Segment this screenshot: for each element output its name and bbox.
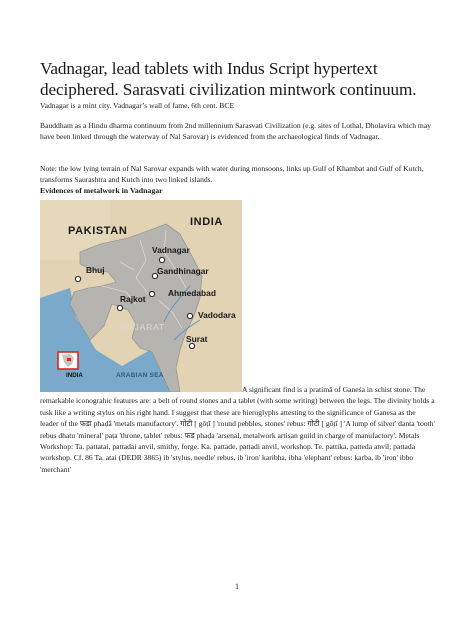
ahmedabad-label: Ahmedabad (168, 288, 216, 298)
locator-inset (58, 352, 78, 369)
gujarat-map (40, 200, 242, 392)
vadodara-marker (187, 313, 192, 318)
ahmedabad-marker (149, 291, 154, 296)
map-wrap-spacer (40, 384, 242, 394)
metalwork-body (40, 384, 436, 475)
bhuj-marker (75, 276, 80, 281)
vadnagar-marker (159, 257, 164, 262)
surat-marker (189, 343, 194, 348)
pakistan-label: PAKISTAN (68, 225, 128, 237)
document-title: Vadnagar, lead tablets with Indus Script hypertext deciphered. Sarasvati civilization mintwork continuum. (40, 59, 417, 99)
inset-india-label: INDIA (66, 372, 83, 379)
gujarat-label: GUJARAT (120, 322, 166, 332)
rajkot-marker (117, 305, 122, 310)
bhuj-label: Bhuj (86, 265, 105, 275)
gandhinagar-label: Gandhinagar (157, 266, 209, 276)
bauddham-paragraph: Bauddham as a Hindu dharma continuum from 2nd millennium Sarasvati Civilization (e.g. sites of Lothal, Dholavira which may have been linked through the waterway of Nal Sarovar) is evidenced from the archaeological finds of Vadnagar. (40, 121, 431, 142)
section-heading: Evidences of metalwork in Vadnagar (40, 186, 163, 195)
india-label: INDIA (190, 216, 223, 228)
vadnagar-label: Vadnagar (152, 245, 190, 255)
surat-label: Surat (186, 334, 208, 344)
note-paragraph: Note: the low lying terrain of Nal Sarovar expands with water during monsoons, links up Gulf of Khambat and Gulf of Kutch, transforms Saurashtra and Kutch into two linked islands. (40, 164, 424, 185)
intro-paragraph: Vadnagar is a mint city. Vadnagar’s wall of fame, 6th cent. BCE (40, 101, 235, 110)
page-number: 1 (235, 582, 239, 591)
vadodara-label: Vadodara (198, 310, 236, 320)
arabian-sea-label: ARABIAN SEA (116, 372, 164, 379)
rajkot-label: Rajkot (120, 294, 146, 304)
metalwork-text: A significant find is a pratimā of Ganeśa in schist stone. The remarkable iconograhic features are: a belt of round stones and a tablet (with some writing) between the legs. The divinity holds a tusk like a writing stylus on his right hand. I suggest that these are hieroglyphs attesting to the significance of Ganesa as the leader of the फडा phaḍā 'metals manufactory'. गोटी [ gōṭī ] 'round pebbles, stones' rebus: गोटी [ gōṭī ] 'A lump of silver' danta 'tooth' rebus dhatu 'mineral' paṭa 'throne, tablet' rebus: फड phaḍa 'arsenal, metalwork artisan guild in charge of manufactory'. Metals Workshop: Ta. pattatai, pattadai anvil, smithy, forge. Ka. pattade, pattadi anvil, workshop. Te. pattika, patteda anvil; pattada workshop. Cf. 86 Ta. atai (DEDR 3865) ib 'stylus, needle' rebus, ib 'iron' karibha, ibha 'elephant' rebus: karba, ib 'iron' ibbo 'merchant' (40, 385, 435, 474)
